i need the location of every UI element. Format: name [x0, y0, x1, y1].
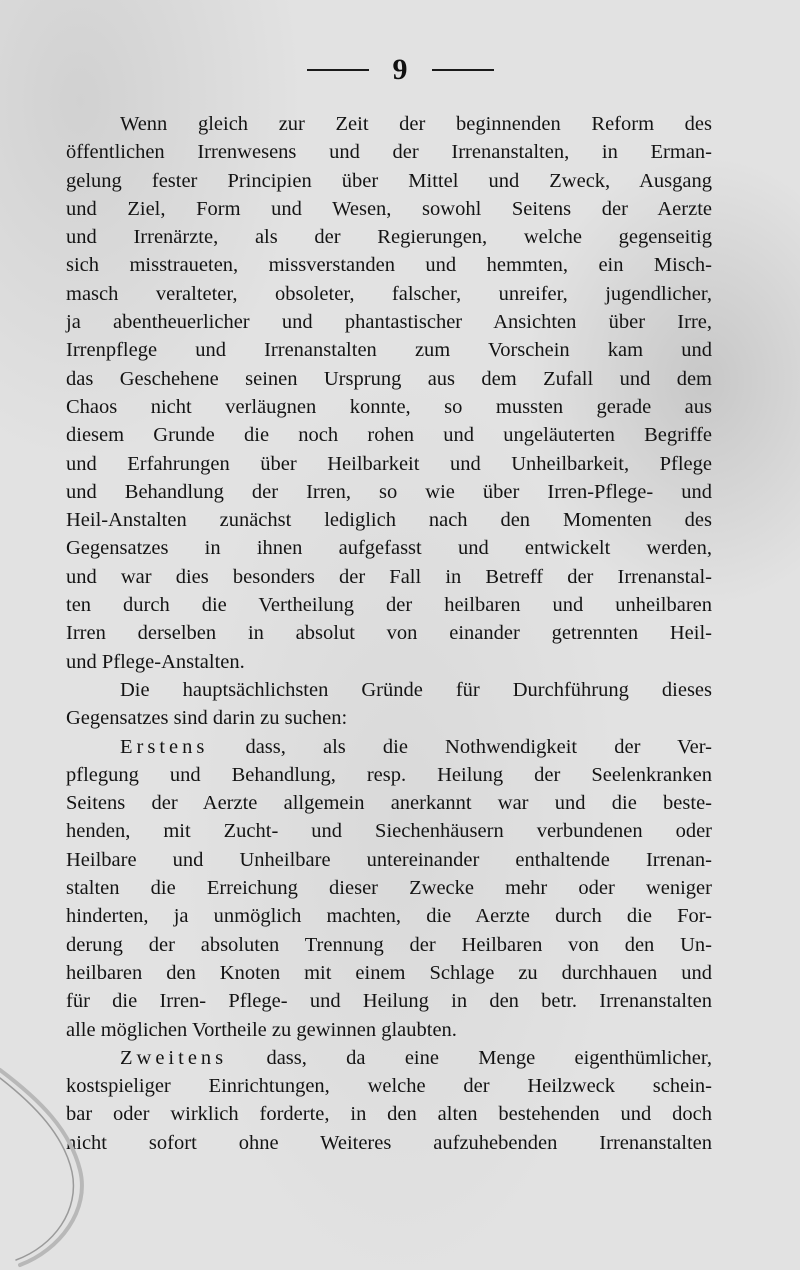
text-line: ten durch die Vertheilung der heilbaren und unheilbaren — [66, 594, 712, 617]
page-header — [0, 50, 800, 90]
text-line: Die hauptsächlichsten Gründe für Durchführung dieses — [120, 678, 712, 701]
text-line: und war dies besonders der Fall in Betreff der Irrenanstal- — [66, 565, 712, 588]
text-line: alle möglichen Vortheile zu gewinnen glaubten. — [66, 1018, 457, 1041]
text-line: Seitens der Aerzte allgemein anerkannt war und die beste- — [66, 792, 712, 815]
text-line: diesem Grunde die noch rohen und ungeläuterten Begriffe — [66, 424, 712, 447]
lead-word: Erstens — [120, 735, 209, 758]
text-line: nicht sofort ohne Weiteres aufzuhebenden Irrenanstalten — [66, 1131, 712, 1154]
text-line: und Erfahrungen über Heilbarkeit und Unheilbarkeit, Pflege — [66, 452, 712, 475]
paragraph-2 — [66, 676, 712, 733]
paragraph-1 — [66, 110, 712, 676]
text-line — [66, 733, 712, 761]
body-text — [66, 110, 712, 1157]
text-line: Chaos nicht verläugnen konnte, so mussten gerade aus — [66, 395, 712, 418]
paragraph-4 — [66, 1044, 712, 1157]
text-line: stalten die Erreichung dieser Zwecke mehr oder weniger — [66, 877, 712, 900]
text-line: Irren derselben in absolut von einander getrennten Heil- — [66, 622, 712, 645]
text-line: heilbaren den Knoten mit einem Schlage zu durchhauen und — [66, 961, 712, 984]
text-line: masch veralteter, obsoleter, falscher, unreifer, jugendlicher, — [66, 282, 712, 305]
text-line: kostspieliger Einrichtungen, welche der Heilzweck schein- — [66, 1075, 712, 1098]
text-line: Heil-Anstalten zunächst lediglich nach den Momenten des — [66, 509, 712, 532]
text-fragment: dass, da eine Menge eigenthümlicher, — [227, 1046, 712, 1069]
text-line: Gegensatzes in ihnen aufgefasst und entwickelt werden, — [66, 537, 712, 560]
text-line: pflegung und Behandlung, resp. Heilung der Seelenkranken — [66, 763, 712, 786]
text-line: henden, mit Zucht- und Siechenhäusern verbundenen oder — [66, 820, 712, 843]
text-line: Wenn gleich zur Zeit der beginnenden Reform des — [120, 113, 712, 135]
lead-word: Zweitens — [120, 1046, 228, 1069]
text-line: das Geschehene seinen Ursprung aus dem Zufall und dem — [66, 367, 712, 390]
text-line: sich misstraueten, missverstanden und hemmten, ein Misch- — [66, 254, 712, 277]
paragraph-3 — [66, 733, 712, 1044]
text-line: Gegensatzes sind darin zu suchen: — [66, 707, 348, 730]
text-line: und Ziel, Form und Wesen, sowohl Seitens der Aerzte — [66, 197, 712, 220]
text-line: und Behandlung der Irren, so wie über Irren-Pflege- und — [66, 480, 712, 503]
text-line: Heilbare und Unheilbare untereinander enthaltende Irrenan- — [66, 848, 712, 871]
text-line — [66, 1044, 712, 1072]
text-line: und Pflege-Anstalten. — [66, 650, 245, 673]
text-line: derung der absoluten Trennung der Heilbaren von den Un- — [66, 933, 712, 956]
header-rule-right — [432, 69, 494, 71]
header-rule-left — [307, 69, 369, 71]
text-line: öffentlichen Irrenwesens und der Irrenanstalten, in Erman- — [66, 141, 712, 164]
text-line: bar oder wirklich forderte, in den alten bestehenden und doch — [66, 1103, 712, 1126]
text-line: gelung fester Principien über Mittel und Zweck, Ausgang — [66, 169, 712, 192]
text-line: hinderten, ja unmöglich machten, die Aerzte durch die For- — [66, 905, 712, 928]
text-line: Irrenpflege und Irrenanstalten zum Vorschein kam und — [66, 339, 712, 362]
text-line: und Irrenärzte, als der Regierungen, welche gegenseitig — [66, 226, 712, 249]
text-fragment: dass, als die Nothwendigkeit der Ver- — [208, 735, 712, 758]
text-line: für die Irren- Pflege- und Heilung in den betr. Irrenanstalten — [66, 990, 712, 1013]
page-number: 9 — [392, 53, 408, 86]
text-line: ja abentheuerlicher und phantastischer Ansichten über Irre, — [66, 311, 712, 334]
